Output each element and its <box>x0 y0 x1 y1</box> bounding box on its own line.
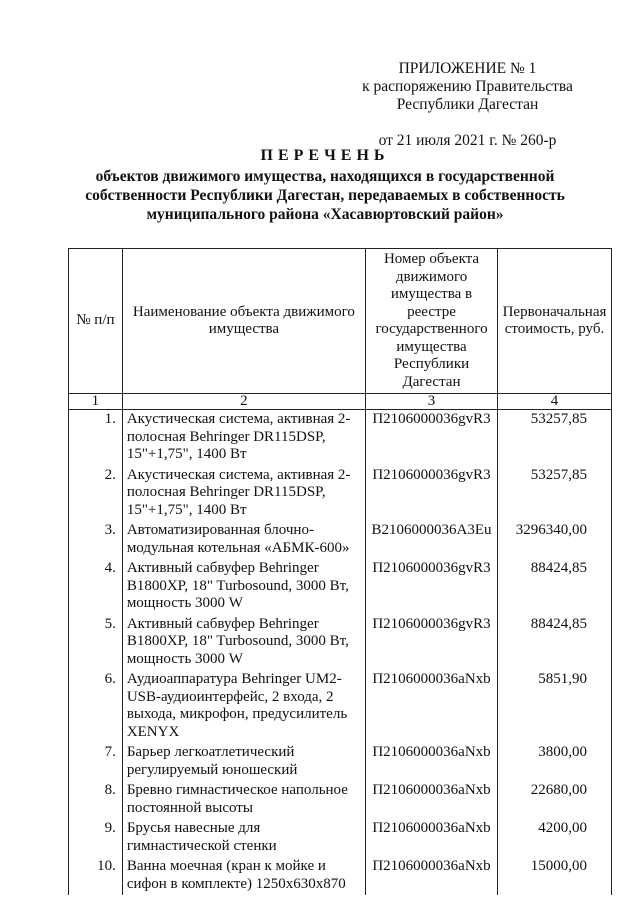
header-name: Наименование объекта движимого имущества <box>122 249 365 394</box>
row-name: Бревно гимнастическое напольное постоянной высоты <box>122 781 365 819</box>
document-subtitle <box>60 167 590 224</box>
row-registry-number: П2106000036gvR3 <box>366 466 498 522</box>
header-number: № п/п <box>69 249 123 394</box>
row-name: Акустическая система, активная 2-полосная Behringer DR115DSP, 15"+1,75", 1400 Вт <box>122 466 365 522</box>
table-row <box>69 743 612 781</box>
row-cost: 88424,85 <box>498 615 612 671</box>
appendix-authority: Республики Дагестан <box>396 96 539 113</box>
row-name: Активный сабвуфер Behringer B1800XP, 18" Turbosound, 3000 Вт, мощность 3000 W <box>122 559 365 615</box>
appendix-header <box>340 60 595 150</box>
table-row <box>69 521 612 559</box>
property-table <box>68 248 612 895</box>
table-row <box>69 615 612 671</box>
column-number-row <box>69 394 612 410</box>
table-row <box>69 410 612 466</box>
row-registry-number: П2106000036aNxb <box>366 781 498 819</box>
table-row <box>69 559 612 615</box>
row-cost: 53257,85 <box>498 410 612 466</box>
appendix-reference: к распоряжению Правительства <box>362 78 573 95</box>
row-registry-number: П2106000036aNxb <box>366 743 498 781</box>
column-number-3: 3 <box>366 394 498 410</box>
subtitle-line-3: муниципального района «Хасавюртовский район» <box>146 206 504 223</box>
row-registry-number: П2106000036aNxb <box>366 857 498 895</box>
row-name: Акустическая система, активная 2-полосная Behringer DR115DSP, 15"+1,75", 1400 Вт <box>122 410 365 466</box>
row-name: Активный сабвуфер Behringer B1800XP, 18" Turbosound, 3000 Вт, мощность 3000 W <box>122 615 365 671</box>
row-number: 2. <box>69 466 123 522</box>
row-number: 6. <box>69 670 123 743</box>
document-title: ПЕРЕЧЕНЬ <box>260 147 390 164</box>
row-number: 10. <box>69 857 123 895</box>
header-registry-number: Номер объекта движимого имущества в реестре государственного имущества Республики Дагестан <box>366 249 498 394</box>
table-row <box>69 781 612 819</box>
row-number: 1. <box>69 410 123 466</box>
row-cost: 22680,00 <box>498 781 612 819</box>
row-name: Брусья навесные для гимнастической стенки <box>122 819 365 857</box>
table-row <box>69 466 612 522</box>
row-cost: 4200,00 <box>498 819 612 857</box>
table-row <box>69 819 612 857</box>
row-cost: 53257,85 <box>498 466 612 522</box>
row-name: Барьер легкоатлетический регулируемый юношеский <box>122 743 365 781</box>
row-registry-number: П2106000036gvR3 <box>366 559 498 615</box>
row-name: Ванна моечная (кран к мойке и сифон в комплекте) 1250х630х870 <box>122 857 365 895</box>
row-name: Автоматизированная блочно-модульная котельная «АБМК-600» <box>122 521 365 559</box>
row-registry-number: В2106000036А3Еu <box>366 521 498 559</box>
column-number-2: 2 <box>122 394 365 410</box>
row-number: 7. <box>69 743 123 781</box>
subtitle-line-1: объектов движимого имущества, находящихся в государственной <box>95 168 555 185</box>
appendix-date: от 21 июля 2021 г. № 260-р <box>378 132 557 149</box>
subtitle-line-2: собственности Республики Дагестан, передаваемых в собственность <box>85 187 565 204</box>
row-cost: 5851,90 <box>498 670 612 743</box>
table-row <box>69 670 612 743</box>
row-number: 8. <box>69 781 123 819</box>
table-header-row <box>69 249 612 394</box>
row-cost: 3800,00 <box>498 743 612 781</box>
row-number: 3. <box>69 521 123 559</box>
row-number: 5. <box>69 615 123 671</box>
row-number: 4. <box>69 559 123 615</box>
column-number-1: 1 <box>69 394 123 410</box>
header-initial-cost: Первоначальная стоимость, руб. <box>498 249 612 394</box>
column-number-4: 4 <box>498 394 612 410</box>
appendix-number: ПРИЛОЖЕНИЕ № 1 <box>398 60 537 77</box>
row-number: 9. <box>69 819 123 857</box>
row-registry-number: П2106000036gvR3 <box>366 615 498 671</box>
row-cost: 15000,00 <box>498 857 612 895</box>
row-registry-number: П2106000036gvR3 <box>366 410 498 466</box>
table-row <box>69 857 612 895</box>
row-cost: 3296340,00 <box>498 521 612 559</box>
row-registry-number: П2106000036aNxb <box>366 819 498 857</box>
row-cost: 88424,85 <box>498 559 612 615</box>
row-name: Аудиоаппаратура Behringer UM2-USB-аудиоинтерфейс, 2 входа, 2 выхода, микрофон, предусилитель XENYX <box>122 670 365 743</box>
row-registry-number: П2106000036aNxb <box>366 670 498 743</box>
